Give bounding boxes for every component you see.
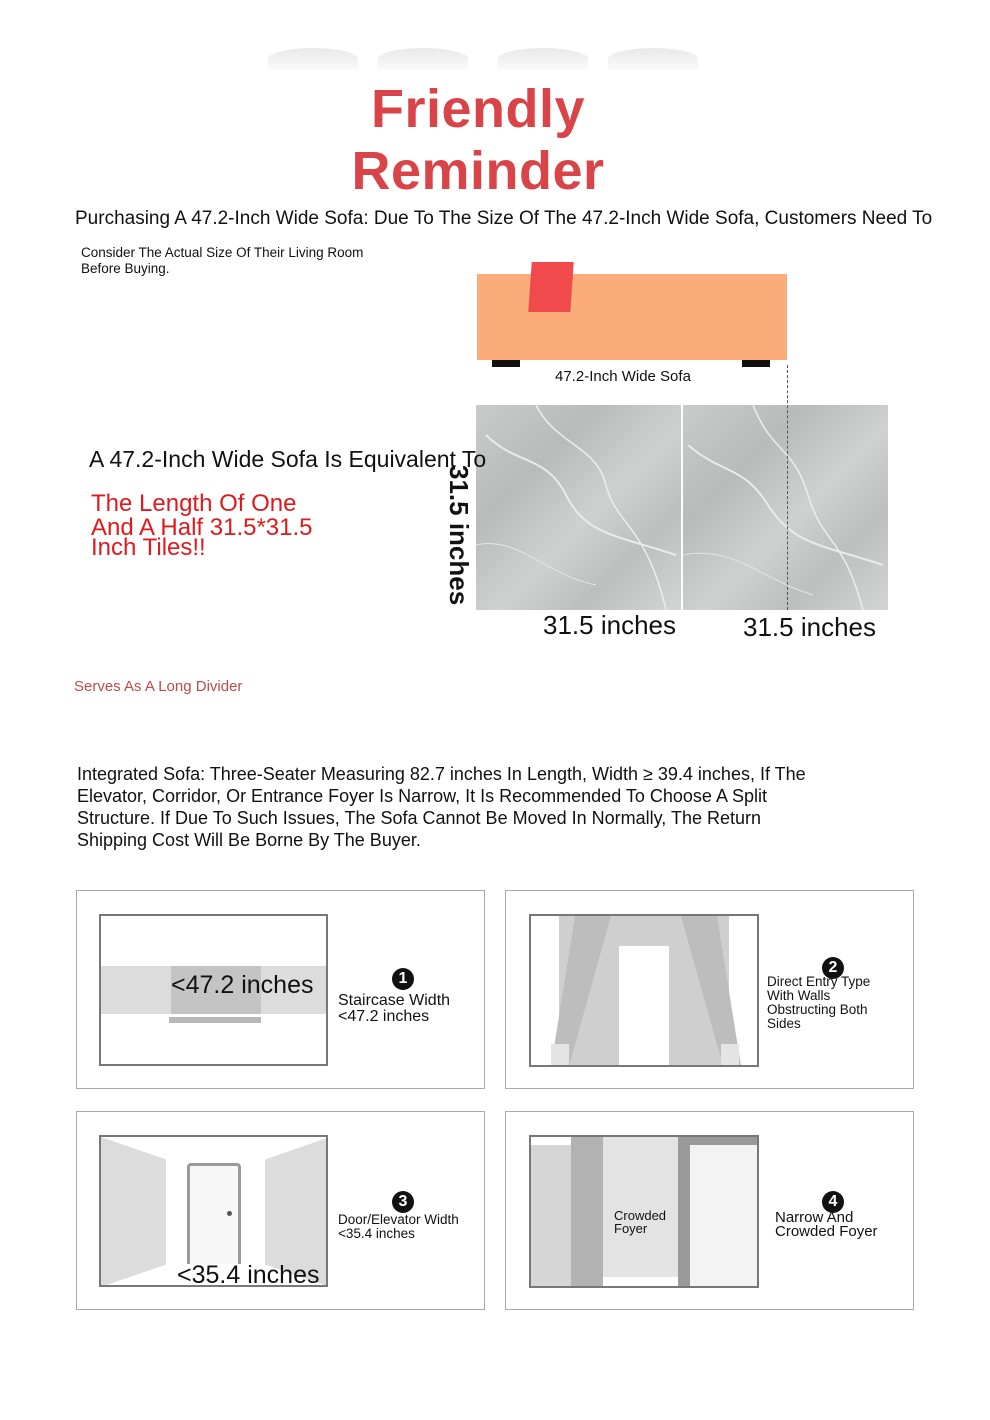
foyer-overlay [614,1209,666,1235]
tile-dimension: 31.5 inches [543,610,676,640]
sofa-pillow [528,262,573,312]
caption-line: Direct Entry Type [767,974,871,989]
tile-dimension: 31.5 inches [743,612,876,642]
caption-line: Staircase Width [338,992,451,1009]
intro-line-2: Consider The Actual Size Of Their Living Room Before Buying. [81,245,364,276]
door-illustration [99,1135,328,1287]
equiv-text: A 47.2-Inch Wide Sofa Is Equivalent To [89,446,487,472]
caption-line: <35.4 inches [338,1226,415,1241]
card-caption [767,975,870,1031]
caption-line: Sides [767,1016,801,1031]
intro-line: Purchasing A 47.2-Inch Wide Sofa: Due To The Size Of The 47.2-Inch Wide Sofa, Customers Need To [75,208,933,229]
staircase-illustration [99,914,328,1066]
caption-line: <47.2 inches [338,1008,430,1025]
caption-line: Door/Elevator Width [338,1212,459,1227]
vertical-dimension: 31.5 inches [444,465,474,606]
width-overlay: <35.4 inches [177,1261,320,1287]
caption-line: With Walls [767,988,831,1003]
scenario-card-staircase [76,890,485,1089]
highlight-line: Inch Tiles!! [91,534,206,561]
decor-cloud [498,48,588,70]
decor-cloud [268,48,358,70]
sofa-seat [477,312,787,360]
caption-line: Narrow And [775,1209,854,1226]
sofa-label: 47.2-Inch Wide Sofa [555,368,691,385]
width-overlay: <47.2 inches [171,971,314,999]
marble-tile [476,405,681,610]
step-number-2: 2 [822,957,844,979]
caption-line: Crowded Foyer [775,1223,878,1240]
page-title: Friendly Reminder [351,79,605,201]
highlight-text [91,492,313,560]
highlight-line: The Length Of One [91,490,297,517]
scenario-card-door [76,1111,485,1310]
sofa-leg [492,360,520,367]
sofa-back [477,274,787,314]
title-banner [238,48,718,201]
decor-cloud [378,48,468,70]
foyer-illustration [529,1135,759,1288]
divider-caption: Serves As A Long Divider [74,678,243,695]
step-number-3: 3 [392,1191,414,1213]
sofa-leg [742,360,770,367]
highlight-line: And A Half 31.5*31.5 [91,514,313,541]
card-caption [338,1213,459,1241]
step-number-4: 4 [822,1191,844,1213]
card-caption [775,1211,878,1239]
overlay-line: Crowded [614,1208,667,1223]
scenario-card-foyer [505,1111,914,1310]
notice-paragraph: Integrated Sofa: Three-Seater Measuring 82.7 inches In Length, Width ≥ 39.4 inches, If The Elevator, Corridor, Or Entrance Foyer Is Narrow, It Is Recommended To Choose A Split Structure. If Due To Such Issues, The Sofa Cannot Be Moved In Normally, The Return Shipping Cost Will Be Borne By The Buyer. [77,764,806,850]
corridor-illustration [529,914,759,1067]
caption-line: Obstructing Both [767,1002,868,1017]
decor-cloud [608,48,698,70]
card-caption [338,993,450,1025]
scenario-card-direct-entry [505,890,914,1089]
dimension-guide [787,365,788,610]
overlay-line: Foyer [614,1221,648,1236]
step-number-1: 1 [392,968,414,990]
marble-tile [683,405,888,610]
